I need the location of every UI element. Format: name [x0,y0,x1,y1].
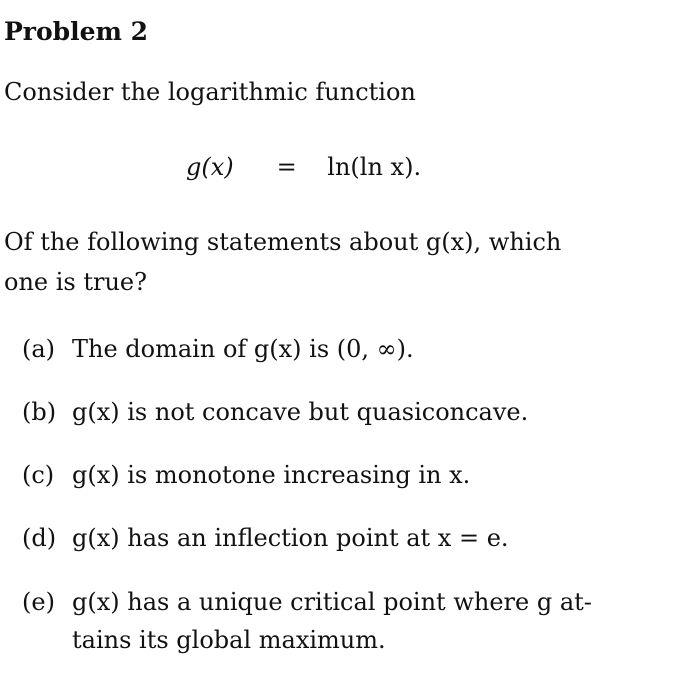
option-letter: (a) [22,335,56,363]
option-text: g(x) is monotone increasing in x. [72,461,471,489]
option-text-line-1: g(x) has a unique critical point where g at- [72,588,592,616]
question-line-2: one is true? [4,268,148,296]
option-text-line-2: tains its global maximum. [72,626,386,654]
option-text: g(x) has an inflection point at x = e. [72,524,509,552]
option-letter: (d) [22,524,57,552]
function-equation [186,150,421,184]
question-line-1: Of the following statements about g(x), which [4,228,562,256]
option-text: g(x) is not concave but quasiconcave. [72,398,529,426]
equation-rhs: ln(ln x). [327,153,422,181]
problem-intro: Consider the logarithmic function [4,78,416,106]
equation-lhs: g(x) [186,153,234,181]
option-letter: (c) [22,461,55,489]
option-letter: (b) [22,398,57,426]
problem-title: Problem 2 [4,17,149,46]
option-letter: (e) [22,588,55,616]
question-text [4,222,594,302]
option-text: The domain of g(x) is (0, ∞). [72,335,414,363]
option-text [72,583,632,659]
equation-equals-sign: = [276,153,297,181]
